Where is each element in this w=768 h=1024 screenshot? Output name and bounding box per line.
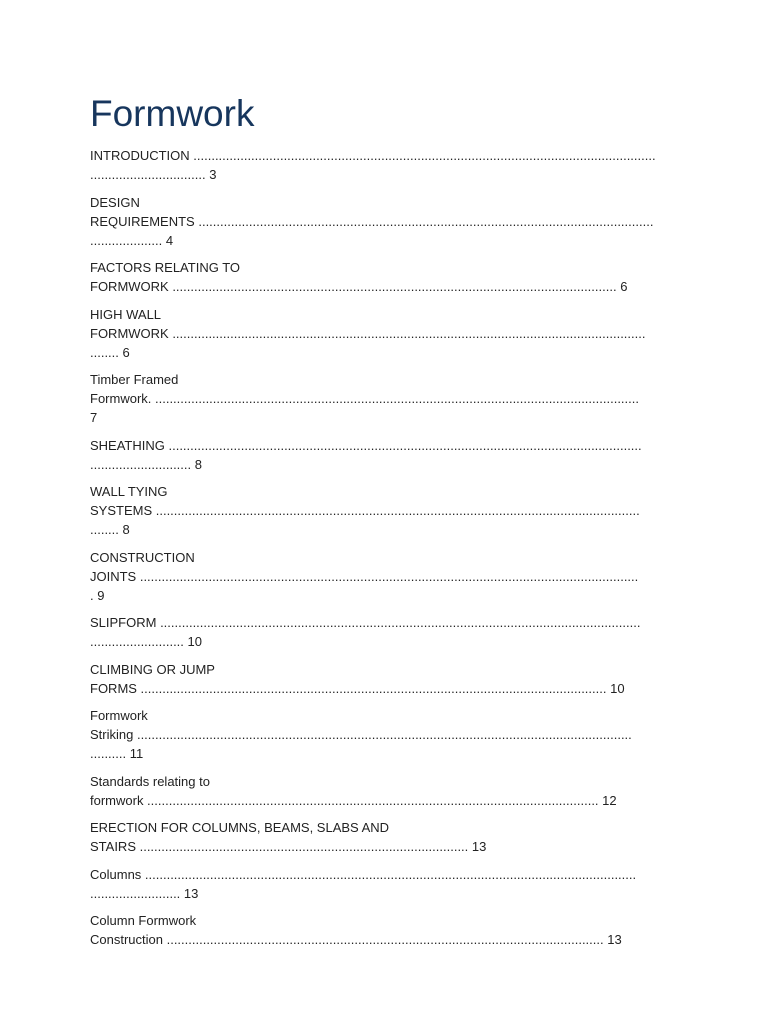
toc-entry-line: ............................ 8	[90, 456, 202, 472]
toc-entry-line: .......................... 10	[90, 634, 202, 649]
toc-entry-line: Columns ........................................................................................................................................	[90, 866, 637, 882]
toc-entry-factors-relating-to-formwork[interactable]	[90, 258, 680, 296]
toc-entry-line: ................................ 3	[90, 167, 217, 182]
toc-entry-line: FORMWORK ...................................................................................................................................	[90, 325, 646, 341]
toc-entry-line: 7	[90, 410, 98, 425]
toc-entry-wall-tying-systems[interactable]	[90, 482, 680, 539]
toc-entry-line: Standards relating to	[90, 773, 210, 789]
toc-entry-line: FACTORS RELATING TO	[90, 260, 241, 275]
toc-entry-column-formwork-construction[interactable]	[90, 911, 680, 949]
document-title: Formwork	[90, 93, 255, 134]
document-page	[90, 0, 680, 1024]
toc-entry-line: .......... 11	[90, 746, 144, 761]
toc-entry-line: SYSTEMS ......................................................................................................................................	[90, 503, 640, 518]
toc-entry-line: Striking .........................................................................................................................................	[90, 727, 632, 742]
toc-entry-line: ERECTION FOR COLUMNS, BEAMS, SLABS AND	[90, 820, 390, 835]
toc-entry-construction-joints[interactable]	[90, 548, 680, 605]
toc-entry-line: DESIGN	[90, 194, 140, 210]
toc-entry-line: ........ 6	[90, 344, 130, 360]
toc-entry-line: WALL TYING	[90, 484, 168, 499]
toc-entry-line: ......................... 13	[90, 885, 199, 901]
toc-entry-line: INTRODUCTION ................................................................................................................................	[90, 148, 656, 163]
toc-entry-line: HIGH WALL	[90, 306, 162, 322]
toc-entry-erection-for-columns-beams-slabs-and-stairs[interactable]	[90, 818, 680, 856]
toc-entry-timber-framed-formwork[interactable]	[90, 370, 680, 427]
toc-entry-standards-relating-to-formwork[interactable]	[90, 772, 680, 810]
toc-entry-columns[interactable]	[90, 865, 680, 903]
toc-entry-line: .................... 4	[90, 232, 174, 248]
toc-entry-line: . 9	[90, 587, 105, 603]
toc-entry-line: SLIPFORM .....................................................................................................................................	[90, 615, 641, 630]
table-of-contents	[90, 146, 680, 958]
toc-entry-design-requirements[interactable]	[90, 193, 680, 250]
toc-entry-line: formwork ............................................................................................................................. 12	[90, 792, 617, 808]
toc-entry-line: Formwork	[90, 708, 148, 723]
toc-entry-high-wall-formwork[interactable]	[90, 305, 680, 362]
toc-entry-line: FORMS ................................................................................................................................. 10	[90, 680, 625, 696]
toc-entry-climbing-or-jump-forms[interactable]	[90, 660, 680, 698]
toc-entry-line: REQUIREMENTS ..............................................................................................................................	[90, 213, 654, 229]
toc-entry-line: Construction ......................................................................................................................... 13	[90, 932, 622, 947]
toc-entry-line: JOINTS ..........................................................................................................................................	[90, 568, 639, 584]
toc-entry-line: CONSTRUCTION	[90, 549, 195, 565]
toc-entry-sheathing[interactable]	[90, 436, 680, 474]
toc-entry-slipform[interactable]	[90, 613, 680, 651]
toc-entry-line: STAIRS ........................................................................................... 13	[90, 839, 487, 854]
toc-entry-line: Column Formwork	[90, 913, 197, 928]
toc-entry-line: Timber Framed	[90, 372, 179, 387]
toc-entry-introduction[interactable]	[90, 146, 680, 184]
toc-entry-line: Formwork. ......................................................................................................................................	[90, 391, 639, 406]
toc-entry-line: FORMWORK ........................................................................................................................... 6	[90, 279, 628, 294]
toc-entry-formwork-striking[interactable]	[90, 706, 680, 763]
toc-entry-line: ........ 8	[90, 522, 130, 537]
toc-entry-line: CLIMBING OR JUMP	[90, 661, 215, 677]
toc-entry-line: SHEATHING ...................................................................................................................................	[90, 437, 642, 453]
